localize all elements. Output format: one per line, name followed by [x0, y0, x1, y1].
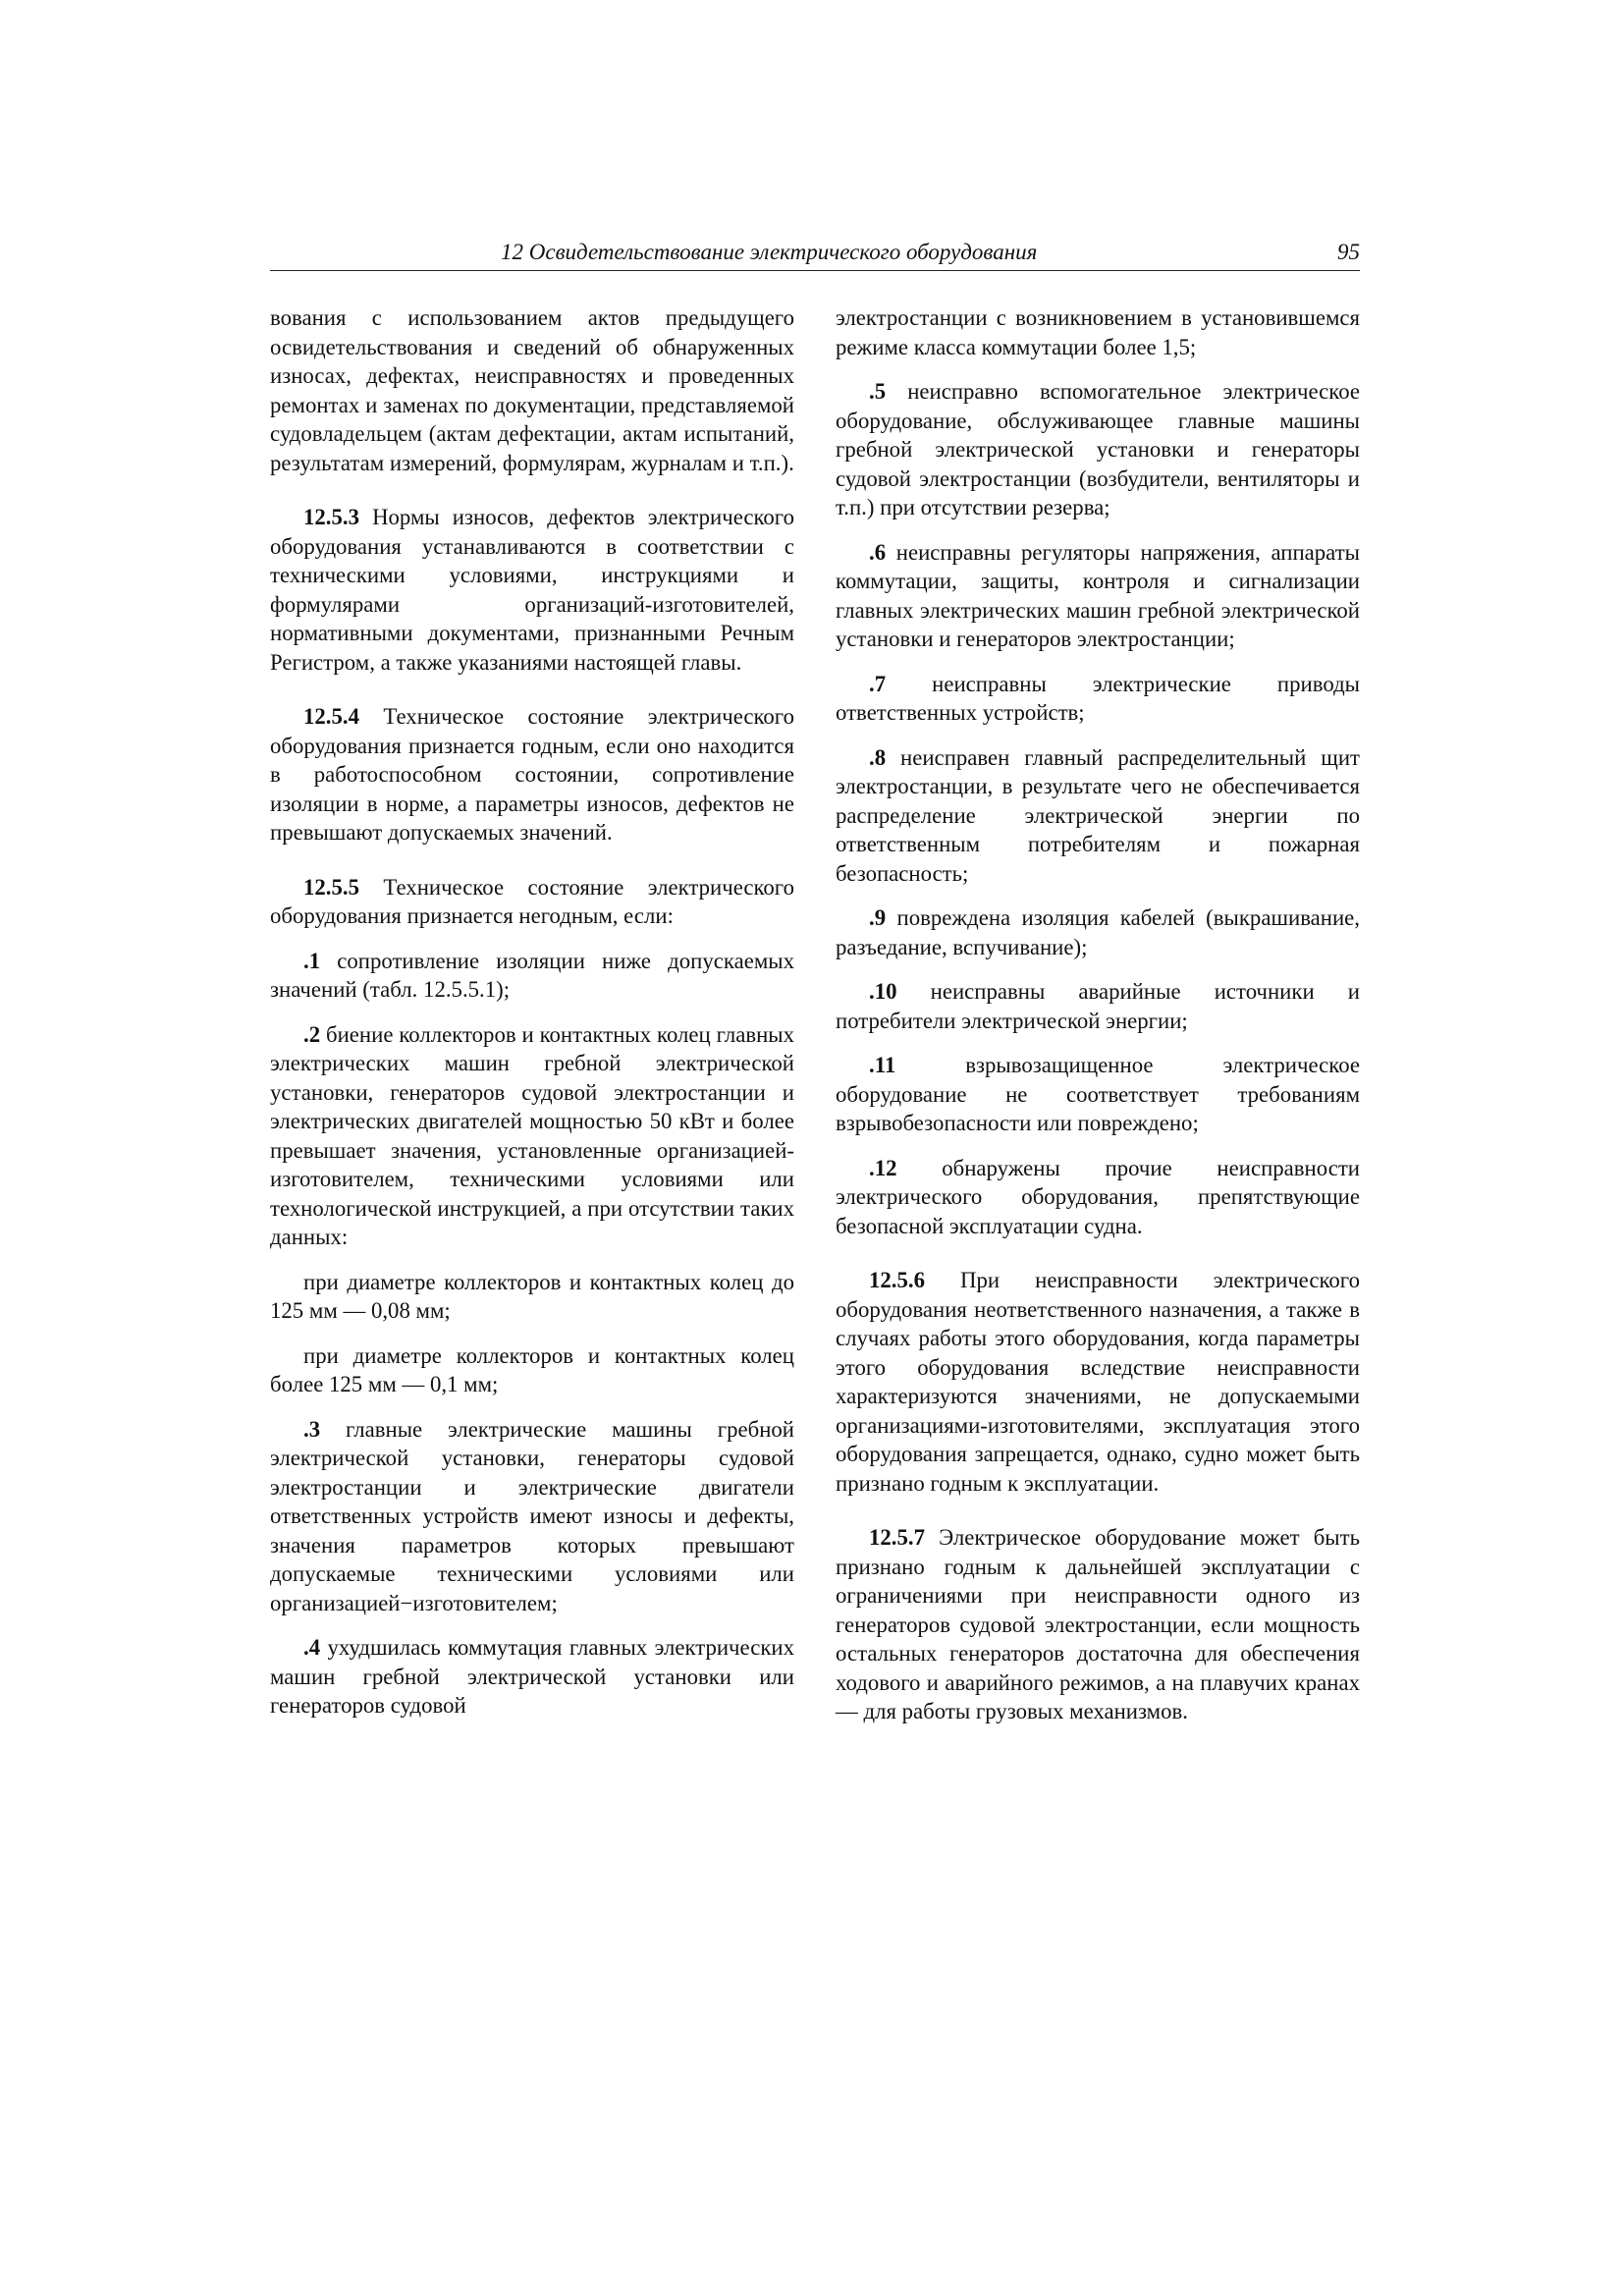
section-number: 12.5.6	[869, 1268, 925, 1292]
section-number: 12.5.7	[869, 1525, 925, 1550]
section-12-5-4	[270, 702, 794, 847]
item-number: .7	[869, 671, 887, 696]
right-column	[836, 303, 1360, 1742]
section-text: При неисправности электрического оборудования неответственного назначения, а также в случаях работы этого оборудования, когда параметры этого оборудования вследствие неисправности характеризуются значениями, не допускаемыми организациями-изготовителями, эксплуатация этого оборудования запрещается, однако, судно может быть признано годным к эксплуатации.	[836, 1268, 1360, 1496]
item-text: неисправны регуляторы напряжения, аппараты коммутации, защиты, контроля и сигнализации главных электрических машин гребной электрической установки и генераторов электростанции;	[836, 539, 1360, 651]
sub-item-b: при диаметре коллекторов и контактных колец более 125 мм — 0,1 мм;	[270, 1342, 794, 1396]
list-item-2	[270, 1020, 794, 1252]
section-12-5-6	[836, 1266, 1360, 1498]
item-number: .1	[303, 948, 321, 973]
item-number: .12	[869, 1155, 897, 1180]
list-item-8	[836, 743, 1360, 889]
item-number: .5	[869, 379, 887, 404]
item-text: неисправен главный распределительный щит электростанции, в результате чего не обеспечивается распределение электрической энергии по ответственным потребителям и пожарная безопасность;	[836, 744, 1360, 886]
section-text: Техническое состояние электрического оборудования признается негодным, если:	[270, 874, 794, 928]
item-text: неисправно вспомогательное электрическое оборудование, обслуживающее главные машины гребной электрической установки и генераторы судовой электростанции (возбудители, вентиляторы и т.п.) при отсутствии резерва;	[836, 379, 1360, 519]
item-number: .2	[303, 1021, 321, 1047]
list-item-6	[836, 538, 1360, 654]
list-item-7	[836, 670, 1360, 728]
item-text: взрывозащищенное электрическое оборудование не соответствует требованиям взрывобезопасности или повреждено;	[836, 1053, 1360, 1135]
item-number: .11	[869, 1053, 896, 1077]
item-text: повреждена изоляция кабелей (выкрашивание, разъедание, вспучивание);	[836, 905, 1360, 959]
section-text: Техническое состояние электрического оборудования признается годным, если оно находится в работоспособном состоянии, сопротивление изоляции в норме, а параметры износов, дефектов не превышают допускаемых значений.	[270, 704, 794, 845]
item-number: .3	[303, 1416, 321, 1442]
section-text: Нормы износов, дефектов электрического оборудования устанавливаются в соответствии с техническими условиями, инструкциями и формулярами организаций-изготовителей, нормативными документами, признанными Речным Регистром, а также указаниями настоящей главы.	[270, 505, 794, 675]
section-text: Электрическое оборудование может быть признано годным к дальнейшей эксплуатации с ограничениями при неисправности одного из генераторов судовой электростанции, если мощность остальных генераторов достаточна для обеспечения ходового и аварийного режимов, а на плавучих кранах — для работы грузовых механизмов.	[836, 1525, 1360, 1723]
item-text: обнаружены прочие неисправности электрического оборудования, препятствующие безопасной эксплуатации судна.	[836, 1155, 1360, 1238]
list-item-10	[836, 977, 1360, 1035]
item-text: главные электрические машины гребной электрической установки, генераторы судовой электростанции и электрические двигатели ответственных устройств имеют износы и дефекты, значения параметров которых превышают допускаемые техническими условиями или организацией−изготовителем;	[270, 1416, 794, 1615]
list-item-9	[836, 903, 1360, 961]
list-item-12	[836, 1154, 1360, 1241]
list-item-3	[270, 1415, 794, 1618]
section-number: 12.5.4	[303, 704, 359, 729]
list-item-11	[836, 1051, 1360, 1138]
item-number: .6	[869, 539, 887, 565]
item-number: .4	[303, 1635, 321, 1660]
chapter-title: 12 Освидетельствование электрического оборудования	[501, 240, 1038, 264]
item-text: ухудшилась коммутация главных электрических машин гребной электрической установки или генераторов судовой	[270, 1635, 794, 1718]
section-12-5-7	[836, 1523, 1360, 1726]
running-header	[270, 239, 1360, 271]
section-12-5-5	[270, 873, 794, 931]
section-number: 12.5.3	[303, 505, 359, 529]
item-text: биение коллекторов и контактных колец главных электрических машин гребной электрической установки, генераторов судовой электростанции и электрических двигателей мощностью 50 кВт и более превышает значения, установленные организацией-изготовителем, техническими условиями или технологической инструкцией, а при отсутствии таких данных:	[270, 1021, 794, 1249]
item-text: неисправны электрические приводы ответственных устройств;	[836, 671, 1360, 725]
item-number: .8	[869, 744, 887, 770]
item-text: неисправны аварийные источники и потребители электрической энергии;	[836, 979, 1360, 1033]
page-number: 95	[1337, 240, 1360, 264]
left-column	[270, 303, 794, 1736]
list-item-1	[270, 947, 794, 1005]
paragraph-continuation: вования с использованием актов предыдущего освидетельствования и сведений об обнаруженных износах, дефектах, неисправностях и проведенных ремонтах и заменах по документации, представляемой судовладельцем (актам дефектации, актам испытаний, результатам измерений, формулярам, журналам и т.п.).	[270, 305, 794, 475]
list-item-4	[270, 1633, 794, 1721]
item-number: .10	[869, 979, 897, 1004]
paragraph-continuation: электростанции с возникновением в установившемся режиме класса коммутации более 1,5;	[836, 305, 1360, 359]
section-number: 12.5.5	[303, 874, 359, 900]
item-number: .9	[869, 905, 887, 930]
list-item-5	[836, 377, 1360, 522]
sub-item-a: при диаметре коллекторов и контактных колец до 125 мм — 0,08 мм;	[270, 1269, 794, 1323]
section-12-5-3	[270, 503, 794, 677]
item-text: сопротивление изоляции ниже допускаемых значений (табл. 12.5.5.1);	[270, 948, 794, 1002]
